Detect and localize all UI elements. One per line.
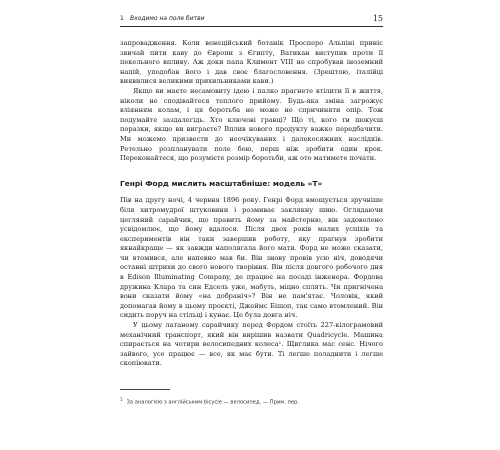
paragraph: запровадження. Коли венеційський ботанік Просперо Альпіні приніс звичай пити каву до Європи з Єгипту, Ватикан виступив проти її пекельного впливу. Аж доки папа Климент VIII не спробував іноземний напій, уподобав його і дав своє благословення. (Зрештою, італійці виявилися великими прихильниками кави.): [120, 39, 383, 86]
chapter-title: Входимо на поле битви: [130, 14, 205, 22]
section-heading: Генрі Форд мислить масштабніше: модель «Т»: [120, 178, 323, 188]
paragraph: У цьому латаному сарайчику перед Фордом стоїть 227-кілограмовий механічний транспорт, який він вирішив назвати Quadricycle. Машина спирається на чотири велосипедних колеса¹. Щиглика мас сенс. Нічого зайвого, усе працює — все, як має бути. Ті легше поладнити і легше скопіювати.: [120, 321, 383, 368]
footnote: [120, 397, 383, 406]
page-number: 15: [372, 13, 383, 23]
footnote-rule: [120, 389, 170, 390]
header-rule: [120, 26, 383, 27]
paragraph: Пів на другу ночі, 4 червня 1896 року. Генрі Форд вмощується зручніше біля хитромудрої штуковини і розмиває заклякну шию. Оглядаючи цегляний сарайчик, що править йому за майстерню, він задоволено усвідомлює, що йому вдалося. Після двох років малих успіхів та експериментів він таки завершив роботу, яку прагнув зробити якнайкраще — як завжди наполягала його мати. Форд не може сказати, чи втомився, але напевно мав би. Він знову провів усю ніч, доводячи останні штрихи до свого нового творіння. Він після довгого робочого дня в Edison Illuminating Company, де працює на посаді інженера. Фордова дружина Клара та син Едсель уже, мабуть, міцно сплять. Чи пригнічена вони сказати йому «на добраніч»? Він не пам'ятає. Чоловік, який допомагав йому в цьому проєкті, Джеймс Бішоп, так само втомлений. Він сидить поруч на стільці і кунає. Це була довга ніч.: [120, 196, 383, 320]
footnote-text: За аналогією з англійським bicycle — велосипед. — Прим. пер.: [126, 399, 299, 406]
footnote-marker: 1: [120, 397, 123, 402]
running-head: [120, 12, 383, 24]
body-text: [120, 39, 383, 369]
chapter-number: 1: [120, 14, 124, 22]
paragraph: Якщо ви маєте несамовиту ідею і палко прагнете втілити її в життя, ніколи не сподівайтеся теплого прийому. Будь-яка зміна загрожує вліянням колам, і ця боротьба не може не спричиняти опір. Тож подумайте заздалегідь. Хто ключові гравці? Що ті, кого ти шокуєш поразки, якщо ви виграєте? Вплив нового продукту важко передбачити. Ми можемо призвести до неочікуваних і далекосяжних наслідків. Ретельно розпланувати поле бою, перш ніж зробити один крок. Переконайтеся, що розумієте розмір боротьби, аж ото матимете почати.: [120, 86, 383, 163]
